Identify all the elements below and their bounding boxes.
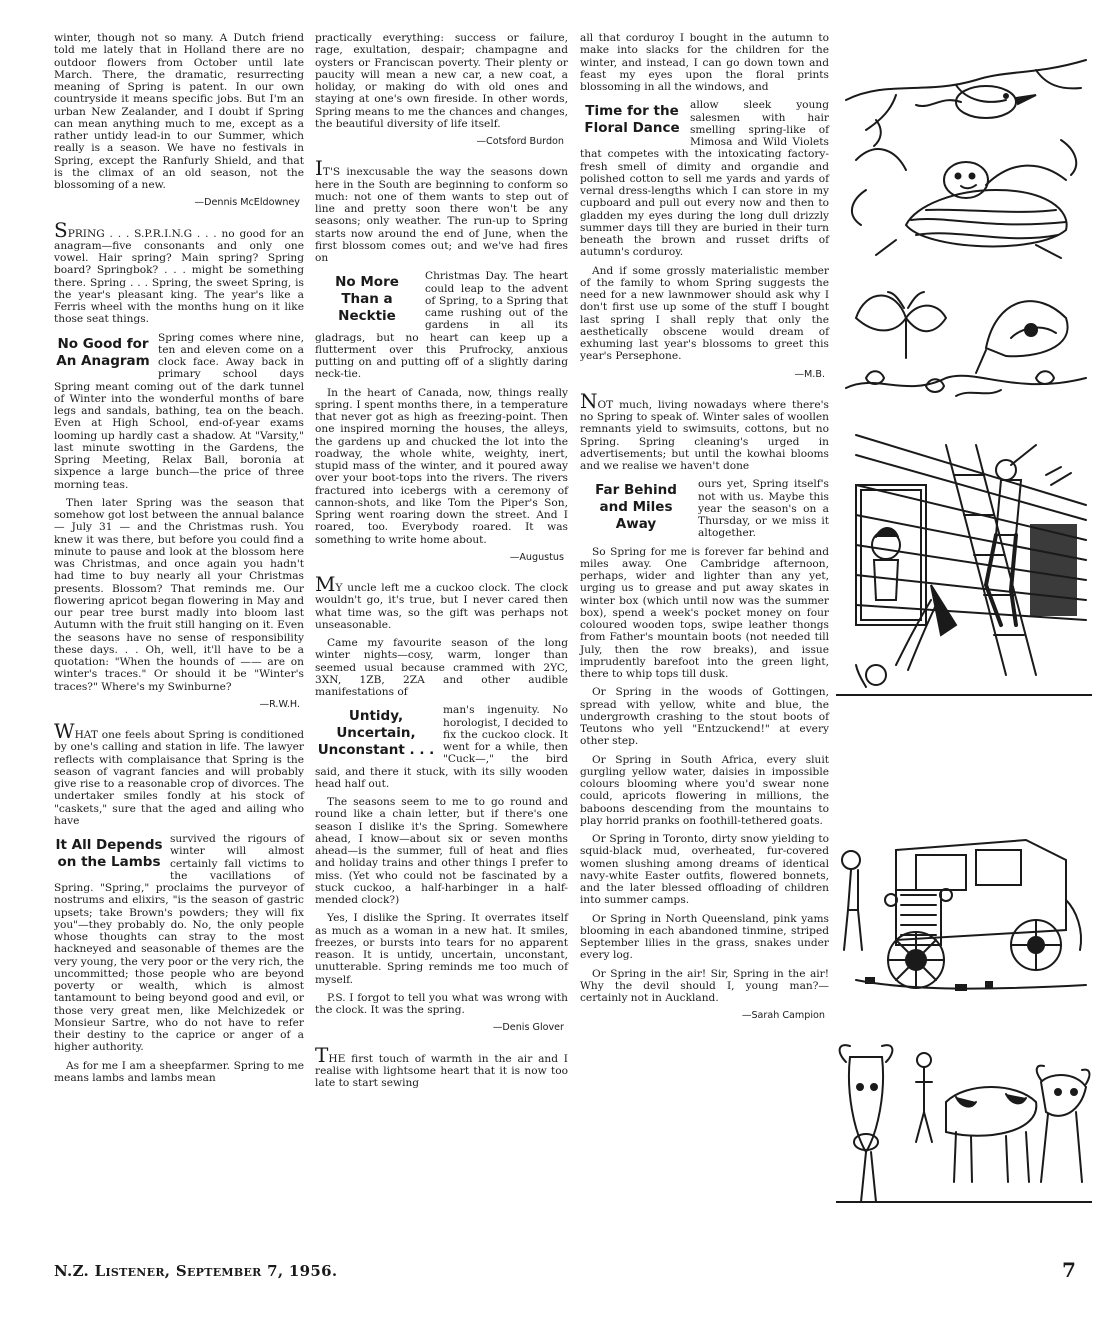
drop-cap: S — [54, 217, 68, 242]
paragraph: SPRING . . . S.P.R.I.N.G . . . no good for an anagram—five consonants and only one vowel. Hair spring? Main spring? Spring board? Springbok? . . . might be something there. Spring . . . Spring, the sweet Spring, is the year's pleasant king. The year's like a Ferris wheel with the months hung on it like those seat things. — [54, 217, 304, 326]
butterflies-illustration — [836, 278, 1092, 408]
vintage-car-illustration — [836, 820, 1092, 1000]
paragraph: man's ingenuity. No horologist, I decided to fix the cuckoo clock. It went for a while, then "Cuck—," the bird said, and there it stuck, with its silly wooden head half out. — [315, 704, 568, 790]
paragraph: MY uncle left me a cuckoo clock. The clock wouldn't go, it's true, but I never cared then what time was, so the gift was perhaps not unseasonable. — [315, 572, 568, 631]
paragraph: ours yet, Spring itself's not with us. Maybe this year the season's on a Thursday, or we miss it altogether. — [698, 478, 829, 540]
paragraph: winter, though not so many. A Dutch friend told me lately that in Holland there are no outdoor flowers from October until late March. There, the dramatic, resurrecting meaning of Spring is patent. In our own countryside it means specific jobs. But I'm an urban New Zealander, and I doubt if Spring can mean anything much to me, except as a rather untidy lead-in to our Summer, which really is a season. We have no festivals in Spring, except the Ranfurly Shield, and that is the climax of an old season, not the blossoming of a new. — [54, 32, 304, 191]
house-cleaning-illustration — [836, 425, 1092, 705]
subheading: Time for the Floral Dance — [584, 103, 680, 137]
paragraph: And if some grossly materialistic member of the family to whom Spring suggests the need for a new lawnmower should ask why I don't first use up some of the stuff I bought last spring I shall reply that only the aesthetically obscene would dream of exhuming last year's blossoms to greet this year's Persephone. — [580, 264, 829, 363]
byline: —Augustus — [509, 551, 564, 563]
byline: —R.W.H. — [259, 698, 300, 710]
paragraph: Came my favourite season of the long winter nights—cosy, warm, longer than seemed usual because crammed with 2YC, 3XN, 1ZB, 2ZA and other audible manifestations of — [315, 637, 568, 698]
byline: —Cotsford Burdon — [476, 136, 564, 147]
publication-footer: N.Z. Listener, September 7, 1956. — [54, 1262, 338, 1280]
subheading: No More Than a Necktie — [335, 274, 399, 325]
paragraph: THE first touch of warmth in the air and I realise with lightsome heart that it is now too late to start sewing — [315, 1042, 568, 1089]
drop-cap: I — [315, 156, 323, 181]
page-number: 7 — [1062, 1258, 1076, 1282]
paragraph: The seasons seem to me to go round and round like a chain letter, but if there's one season I dislike it's the Spring. Somewhere ahead, I know—about six or seven months ahead—is the summer, full of heat and flies and holiday trains and other things I prefer to miss. (Yet who could not be fascinated by a stuck cuckoo, a half-harbinger in a half-mended clock?) — [315, 796, 568, 906]
paragraph: practically everything: success or failure, rage, exultation, despair; champagne and oysters or Franciscan poverty. Their plenty or paucity will mean a new car, a new coat, a holiday, or making do with old ones and staying at one's own fireside. In other words, Spring means to me the chances and changes, the beautiful diversity of life itself. — [315, 32, 568, 130]
paragraph: NOT much, living nowadays where there's no Spring to speak of. Winter sales of woollen remnants yield to swimsuits, cottons, but no Spring. Spring cleaning's urged in advertisements; but until the kowhai blooms and we realise we haven't done — [580, 388, 829, 472]
byline: —Sarah Campion — [741, 1010, 825, 1022]
byline: —Dennis McEldowney — [194, 197, 300, 209]
paragraph: P.S. I forgot to tell you what was wrong with the clock. It was the spring. — [315, 991, 568, 1016]
drop-cap: T — [315, 1042, 329, 1067]
paragraph: So Spring for me is forever far behind and miles away. One Cambridge afternoon, perhaps, wider and lighter than any yet, urging us to grease and put away skates in winter box (which until now was the summer box), spend a week's pocket money on four coloured wooden tops, swipe leather thongs from Father's mountain boots (not needed till July, then the row breaks), and issue imprudently barefoot into the green light, there to whip tops till dusk. — [580, 545, 829, 680]
paragraph: In the heart of Canada, now, things really spring. I spent months there, in a temperature that never got as high as freezing-point. Then one inspired morning the houses, the alleys, the gardens up and chucked the lot into the roadway, the whole white, weighty, inert, stupid mass of the winter, and it poured away over your boot-tops into the rivers. The rivers fractured into icebergs with a ceremony of cannon-shots, and like Tom the Piper's Son, Spring went roaring down the street. And I roared, too. Everybody roared. It was something to write home about. — [315, 386, 568, 546]
column-2 — [315, 32, 568, 1095]
paragraph: Or Spring in the woods of Gottingen, spread with yellow, white and blue, the undergrowth crashing to the stout boots of Teutons who yell "Entzuckend!" at every other step. — [580, 686, 829, 748]
paragraph: Or Spring in the air! Sir, Spring in the air! Why the devil should I, young man?—certainly not in Auckland. — [580, 967, 829, 1004]
subheading: Untidy, Uncertain, Unconstant . . . — [317, 708, 435, 759]
paragraph: survived the rigours of winter will almost certainly fall victims to the vacillations of Spring. "Spring," proclaims the purveyor of nostrums and elixirs, "is the season of gastric upsets; take Brown's powders; they will fix you"—they probably do. No, the only people whose thoughts can stray to the most hackneyed and seasonable of themes are the very young, the very poor or the very rich, the uncommitted; those people who are beyond poverty or wealth, which is almost tantamount to being beyond good and evil, or those very great men, like Melchizedek or Monsieur Sartre, who do not have to refer their destiny to the caprice or anger of a higher authority. — [54, 833, 304, 1054]
column-3 — [580, 32, 829, 1037]
subheading: No Good for An Anagram — [56, 335, 150, 369]
drop-cap: M — [315, 572, 336, 596]
paragraph: IT'S inexcusable the way the seasons down here in the South are beginning to conform so much: not one of them wants to step out of line and pretty soon there won't be any seasons; only weather. The run-up to Spring starts now around the end of June, when the first blossom comes out; and we've had fires on — [315, 156, 568, 264]
paragraph: all that corduroy I bought in the autumn to make into slacks for the children for the winter, and instead, I can go down town and feast my eyes upon the floral prints blossoming in all the windows, and — [580, 32, 829, 93]
paragraph: WHAT one feels about Spring is conditioned by one's calling and station in life. The lawyer reflects with complaisance that Spring is the season of vagrant fancies and will probably give rise to a reasonable crop of divorces. The undertaker smiles fondly at his stock of "caskets," sure that the aged and ailing who have — [54, 719, 304, 827]
subheading: It All Depends on the Lambs — [55, 837, 163, 870]
paragraph: Spring comes where nine, ten and eleven come on a clock face. Away back in primary school days Spring meant coming out of the dark tunnel of Winter into the wonderful months of bare legs and sandals, bathing, tea on the beach. Even at High School, end-of-year exams looming up hardly cast a shadow. At "Varsity," last minute swotting in the Gardens, the Spring Meeting, Relax Ball, boronia at sixpence a large bunch—the price of three morning teas. — [54, 331, 304, 491]
birds-nest-illustration — [836, 40, 1092, 260]
paragraph: Or Spring in Toronto, dirty snow yielding to squid-black mud, overheated, fur-covered women slushing among dreams of identical navy-white Easter outfits, flowered bonnets, and the later blessed offloading of children into summer camps. — [580, 833, 829, 907]
paragraph: As for me I am a sheepfarmer. Spring to me means lambs and lambs mean — [54, 1059, 304, 1084]
paragraph: Christmas Day. The heart could leap to the advent of Spring, to a Spring that came rushing out of the gardens in all its gladrags, but no heart can keep up a flutterment over this Prufrocky, anxious putting on and putting off of a slightly daring neck-tie. — [315, 270, 568, 381]
drop-cap: W — [54, 719, 75, 743]
paragraph: Or Spring in South Africa, every sluit gurgling yellow water, daisies in impossible colours blooming where you'd swear none could, apricots flowering in millions, the baboons descending from the mountains to play horrid pranks on foothill-tethered goats. — [580, 753, 829, 827]
paragraph: Yes, I dislike the Spring. It overrates itself as much as a woman in a new hat. It smiles, freezes, or bursts into tears for no apparent reason. It is untidy, uncertain, unconstant, unutterable. Spring reminds me too much of myself. — [315, 912, 568, 986]
byline: —M.B. — [794, 368, 825, 380]
paragraph: allow sleek young salesmen with hair smelling spring-like of Mimosa and Wild Violets that competes with the intoxicating factory-fresh smell of dimity and organdie and polished cotton to sell me yards and yards of vernal dress-lengths which I can store in my cupboard and pull out every now and then to gladden my eyes during the long dull drizzly summer days till they are buried in their turn beneath the brown and russet drifts of autumn's corduroy. — [580, 99, 829, 259]
byline: —Denis Glover — [492, 1022, 564, 1034]
subheading: Far Behind and Miles Away — [595, 482, 677, 533]
column-1 — [54, 32, 304, 1090]
drop-cap: N — [580, 388, 598, 413]
paragraph: Then later Spring was the season that somehow got lost between the annual balance — July 31 — and the Christmas rush. You knew it was there, but before you could find a minute to pause and look at the blossom here was Christmas, and once again you hadn't had time to buy nearly all your Christmas presents. Blossom? That reminds me. Our flowering apricot began flowering in May and our pear tree burst madly into bloom last Autumn with the fruit still hanging on it. Even the seasons have no sense of responsibility these days. . . Oh, well, it'll have to be a quotation: "When the hounds of —— are on winter's traces." Or should it be "Winter's traces?" Where's my Swinburne? — [54, 496, 304, 693]
paragraph: Or Spring in North Queensland, pink yams blooming in each abandoned tinmine, striped September lilies in the grass, snakes under every log. — [580, 912, 829, 962]
cows-illustration — [836, 1032, 1092, 1212]
